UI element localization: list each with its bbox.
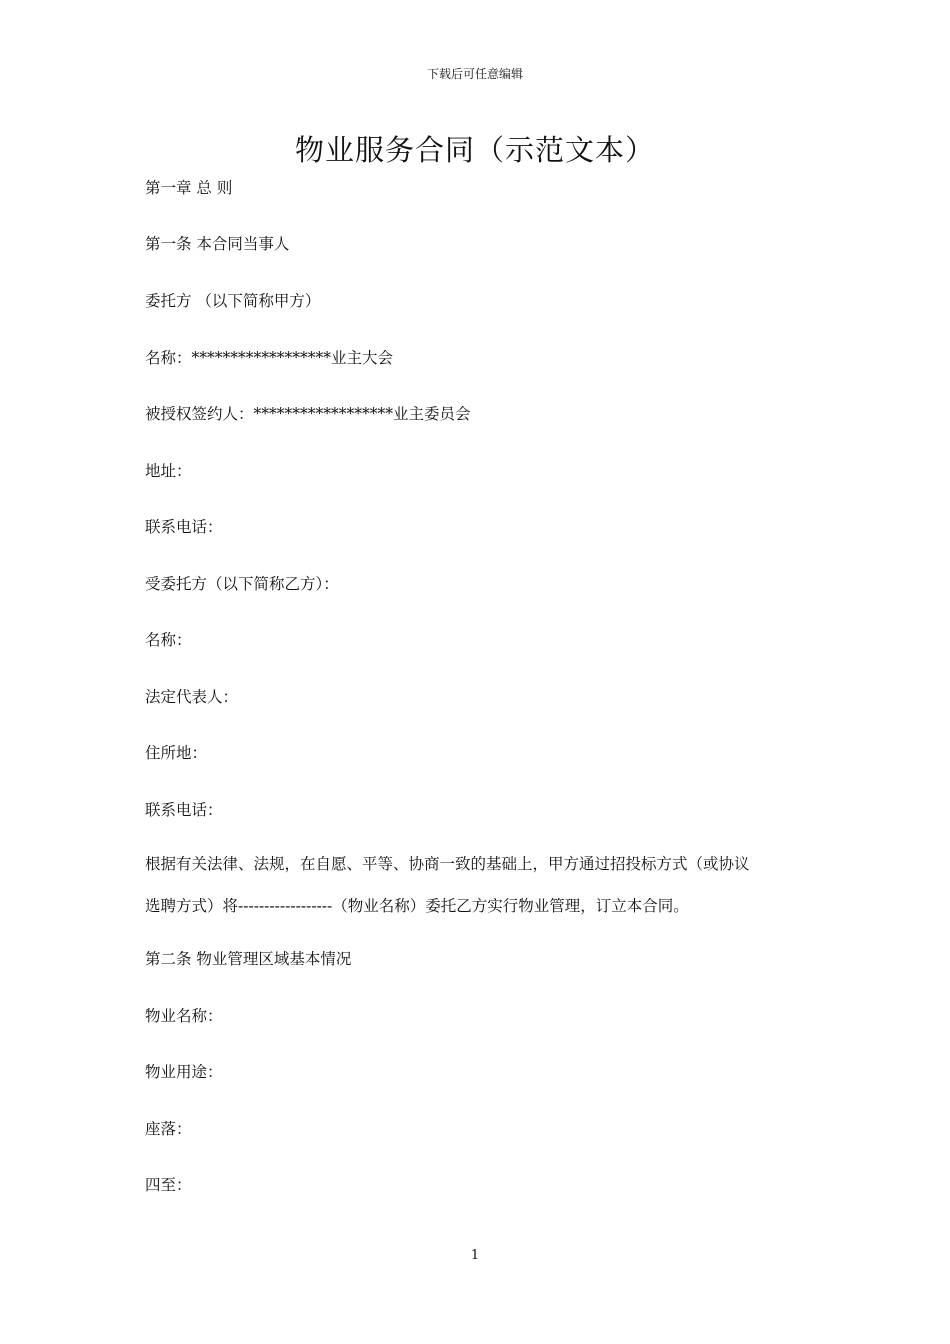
property-boundaries: 四至： bbox=[145, 1176, 192, 1194]
property-use: 物业用途： bbox=[145, 1063, 223, 1081]
party-a-signatory: 被授权签约人：******************业主委员会 bbox=[145, 405, 471, 423]
page-header: 下载后可任意编辑 bbox=[426, 67, 523, 81]
party-b-address: 住所地： bbox=[145, 744, 208, 762]
contract-basis-paragraph bbox=[145, 843, 805, 927]
paragraph-line: 选聘方式）将------------------（物业名称）委托乙方实行物业管理，订立本合同。 bbox=[145, 897, 689, 915]
article-heading: 第一条 本合同当事人 bbox=[145, 235, 290, 253]
party-b-phone: 联系电话： bbox=[145, 801, 223, 819]
page-number: 1 bbox=[470, 1248, 480, 1263]
party-a-address: 地址： bbox=[145, 462, 192, 480]
article-heading: 第二条 物业管理区域基本情况 bbox=[145, 950, 352, 968]
party-b-legal-rep: 法定代表人： bbox=[145, 688, 239, 706]
party-a-label: 委托方 （以下简称甲方） bbox=[145, 292, 321, 310]
chapter-heading: 第一章 总 则 bbox=[145, 179, 233, 197]
document-title: 物业服务合同（示范文本） bbox=[294, 133, 655, 167]
property-name: 物业名称： bbox=[145, 1007, 223, 1025]
party-a-name: 名称：******************业主大会 bbox=[145, 349, 394, 367]
party-b-name: 名称： bbox=[145, 631, 192, 649]
party-a-phone: 联系电话： bbox=[145, 518, 223, 536]
property-location: 座落： bbox=[145, 1120, 192, 1138]
party-b-label: 受委托方（以下简称乙方）： bbox=[145, 575, 339, 593]
paragraph-line: 根据有关法律、法规，在自愿、平等、协商一致的基础上，甲方通过招投标方式（或协议 bbox=[145, 855, 750, 873]
